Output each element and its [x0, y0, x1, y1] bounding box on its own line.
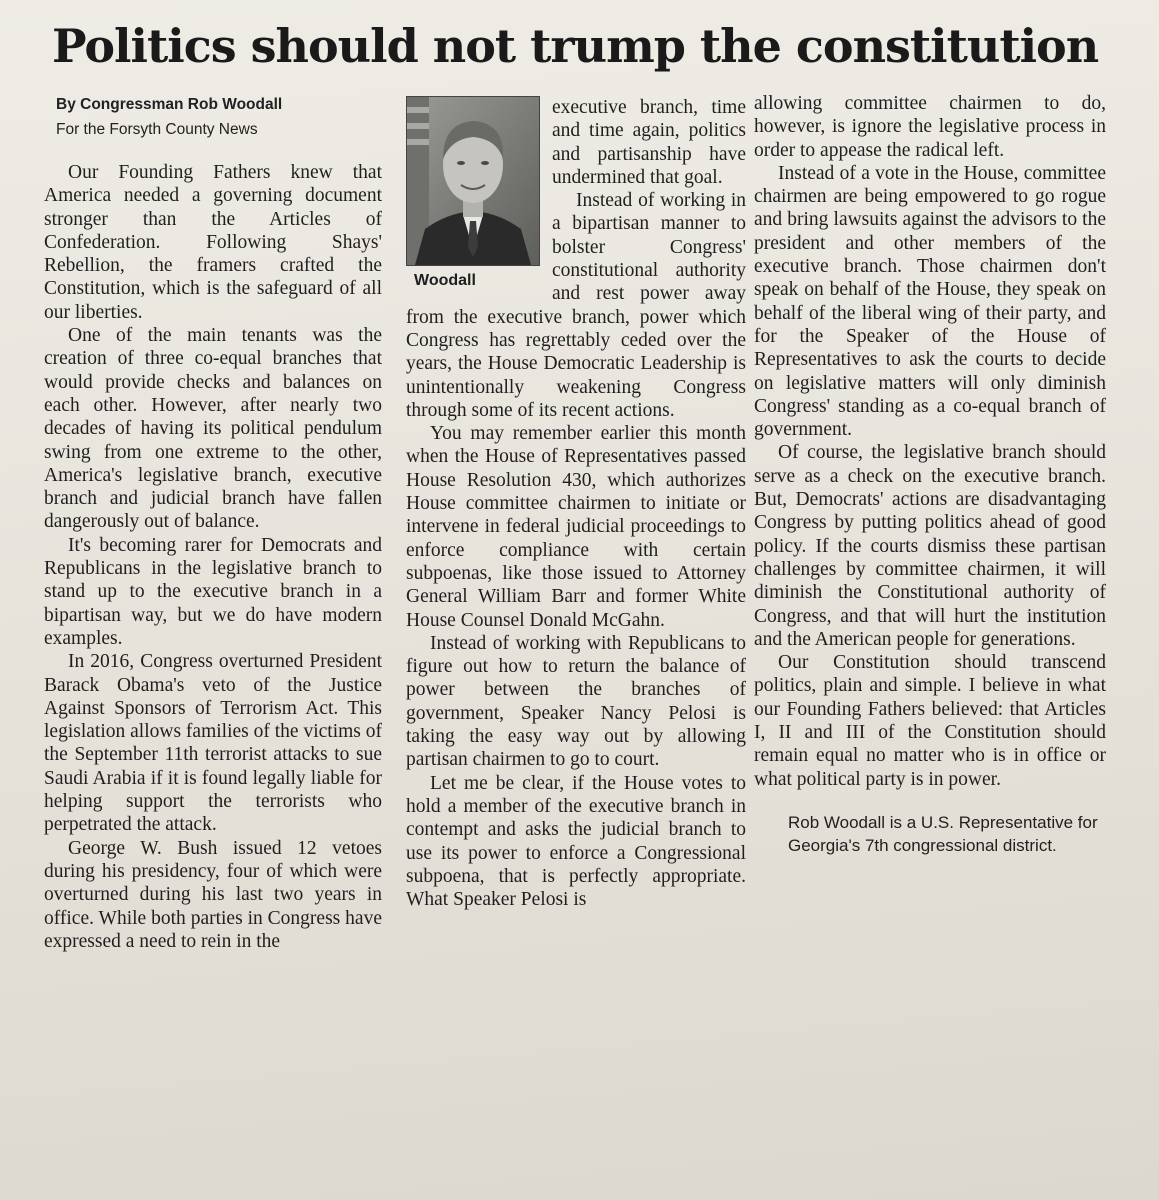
author-photo: [406, 96, 540, 266]
article-paragraph: Our Constitution should transcend politics, plain and simple. I believe in what our Founding Fathers believed: that Articles I, II and III of the Constitution should remain equal no matter who is in office or what political party is in power.: [754, 652, 1106, 790]
article-column-1: [44, 161, 382, 953]
article-paragraph: In 2016, Congress overturned President Barack Obama's veto of the Justice Against Sponsors of Terrorism Act. This legislation allows families of the victims of the September 11th terrorist attacks to sue Saudi Arabia if it is found legally liable for helping support the terrorists who perpetrated the attack.: [44, 651, 382, 836]
article-paragraph: Instead of a vote in the House, committee chairmen are being empowered to go rogue and bring lawsuits against the advisors to the president and other members of the executive branch. Those chairmen don't speak on behalf of the House, they speak on behalf of the liberal wing of their party, and for the Speaker of the House of Representatives to ask the courts to decide on legislative matters will only diminish Congress' standing as a co-equal branch of government.: [754, 162, 1106, 441]
article-paragraph: Instead of working in a bipartisan manner to bolster Congress' constitutional authority and rest power away from the executive branch, power which Congress has regrettably ceded over the years, the House Democratic Leadership is unintentionally weakening Congress through some of its recent actions.: [406, 190, 746, 421]
article-paragraph: Instead of working with Republicans to figure out how to return the balance of power between the branches of government, Speaker Nancy Pelosi is taking the easy way out by allowing partisan chairmen to go to court.: [406, 632, 746, 771]
headline: Politics should not trump the constitution: [52, 19, 1099, 73]
article-column-2: [406, 96, 746, 911]
article-paragraph: George W. Bush issued 12 vetoes during his presidency, four of which were overturned during his last two years in office. While both parties in Congress have expressed a need to rein in the: [44, 837, 382, 952]
article-paragraph: You may remember earlier this month when the House of Representatives passed House Resolution 430, which authorizes House committee chairmen to initiate or intervene in federal judicial proceedings to enforce compliance with certain subpoenas, like those issued to Attorney General William Barr and former White House Counsel Donald McGahn.: [406, 423, 746, 631]
author-bio: Rob Woodall is a U.S. Representative for Georgia's 7th congressional district.: [788, 812, 1098, 855]
article-paragraph: One of the main tenants was the creation of three co-equal branches that would provide checks and balances on each other. However, after nearly two decades of having its political pendulum swing from one extreme to the other, America's legislative branch, executive branch and judicial branch have fallen dangerously out of balance.: [44, 325, 382, 533]
article-paragraph: executive branch, time and time again, politics and partisanship have undermined that goal.: [552, 97, 746, 188]
article-column-3: [754, 92, 1106, 857]
photo-caption: Woodall: [414, 272, 476, 289]
author-photo-block: [406, 96, 538, 292]
article-paragraph: Our Founding Fathers knew that America needed a governing document stronger than the Articles of Confederation. Following Shays' Rebellion, the framers crafted the Constitution, which is the safeguard of all our liberties.: [44, 162, 382, 323]
article-paragraph: Of course, the legislative branch should serve as a check on the executive branch. But, Democrats' actions are disadvantaging Congress by putting politics ahead of good policy. If the courts dismiss these partisan challenges by committee chairmen, it will diminish the Constitutional authority of Congress, and that will hurt the institution and the American people for generations.: [754, 442, 1106, 650]
article-paragraph: It's becoming rarer for Democrats and Republicans in the legislative branch to stand up to the executive branch in a bipartisan way, but we do have modern examples.: [44, 534, 382, 649]
article-paragraph: allowing committee chairmen to do, however, is ignore the legislative process in order to appease the radical left.: [754, 93, 1106, 161]
article-paragraph: Let me be clear, if the House votes to hold a member of the executive branch in contempt and asks the judicial branch to use its power to enforce a Congressional subpoena, that is perfectly appropriate. What Speaker Pelosi is: [406, 772, 746, 911]
byline: By Congressman Rob Woodall: [56, 96, 283, 113]
affiliation: For the Forsyth County News: [56, 121, 258, 138]
